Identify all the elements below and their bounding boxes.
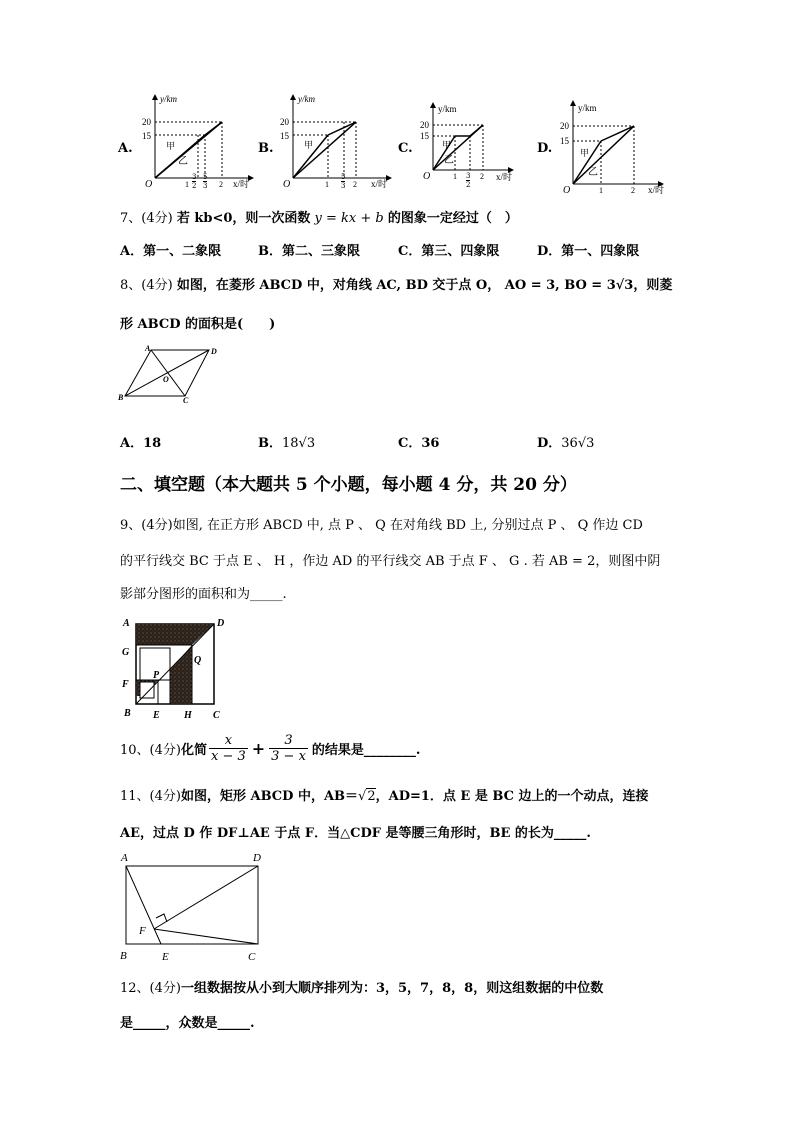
q6-graph-a bbox=[140, 92, 255, 192]
svg-text:F: F bbox=[122, 679, 129, 690]
svg-text:A: A bbox=[145, 344, 151, 353]
svg-text:B: B bbox=[120, 950, 127, 962]
q6a-tick-frac-3-2: 3 2 bbox=[192, 173, 197, 190]
svg-text:甲: 甲 bbox=[166, 141, 176, 151]
q11-stem-line2: AE，过点 D 作 DF⊥AE 于点 F．当△CDF 是等腰三角形时，BE 的长为_____. bbox=[120, 826, 591, 841]
q6c-tick-frac-3-2: 3 2 bbox=[466, 172, 471, 189]
q6a-ylabel: y/km bbox=[160, 94, 177, 104]
q10-fraction-1: $\frac{x}{x - 3}$ bbox=[210, 733, 246, 764]
q6b-tick-frac-5-3: 5 3 bbox=[341, 173, 346, 190]
q9-stem-line3: 影部分图形的面积和为_____. bbox=[120, 587, 287, 602]
svg-text:x/时: x/时 bbox=[371, 179, 388, 189]
svg-text:y/km: y/km bbox=[578, 103, 597, 113]
q8-option-d[interactable]: D．36√3 bbox=[537, 436, 595, 451]
q8-option-b[interactable]: B．18√3 bbox=[258, 436, 316, 451]
svg-text:C: C bbox=[183, 396, 189, 404]
q12-stem-line1: 12、(4分)一组数据按从小到大顺序排列为：3，5，7，8，8，则这组数据的中位数 bbox=[120, 981, 604, 996]
svg-text:甲: 甲 bbox=[304, 140, 314, 150]
svg-text:H: H bbox=[184, 710, 192, 721]
q9-stem-line1: 9、(4分)如图, 在正方形 ABCD 中, 点 P 、 Q 在对角线 BD 上, 分别过点 P 、 Q 作边 CD bbox=[120, 518, 643, 533]
svg-text:D: D bbox=[211, 347, 217, 356]
q11-number: 11、(4分) bbox=[120, 789, 181, 804]
q7-option-a[interactable]: A．第一、二象限 bbox=[120, 244, 222, 259]
svg-text:乙: 乙 bbox=[444, 155, 454, 166]
svg-text:P: P bbox=[153, 670, 160, 681]
svg-text:D: D bbox=[253, 852, 261, 864]
q6-graph-c bbox=[418, 100, 523, 190]
q12-number: 12、(4分) bbox=[120, 981, 181, 996]
svg-text:O: O bbox=[423, 171, 431, 182]
q7-stem: 7、(4分) 若 kb<0，则一次函数 y = kx + b 的图象一定经过（ ） bbox=[120, 211, 518, 226]
q9-stem-line2: 的平行线交 BC 于点 E 、 H ，作边 AD 的平行线交 AB 于点 F 、 G . 若 AB = 2，则图中阴 bbox=[120, 554, 661, 569]
q8-option-c[interactable]: C．36 bbox=[398, 436, 440, 451]
q7-option-d[interactable]: D．第一、四象限 bbox=[537, 244, 640, 259]
q11-stem-line1: 11、(4分)如图，矩形 ABCD 中，AB＝√2，AD=1．点 E 是 BC 边上的一个动点，连接 bbox=[120, 789, 649, 804]
svg-text:甲: 甲 bbox=[580, 148, 590, 158]
svg-text:20: 20 bbox=[280, 117, 289, 127]
q6-option-a-label[interactable]: A. bbox=[118, 141, 133, 156]
q10-fraction-2: $\frac{3}{3 - x}$ bbox=[271, 733, 306, 764]
q11-rectangle-figure bbox=[115, 848, 275, 966]
svg-text:15: 15 bbox=[560, 136, 569, 146]
q7-option-b[interactable]: B．第二、三象限 bbox=[258, 244, 361, 259]
q6-option-d-label[interactable]: D. bbox=[537, 141, 553, 156]
svg-text:F: F bbox=[139, 925, 146, 937]
q6-option-c-label[interactable]: C. bbox=[398, 141, 413, 156]
q6a-tick-frac-5-3: 5 3 bbox=[203, 173, 208, 190]
q10-stem: 10、(4分) 化简 $\frac{x}{x - 3}$ + $\frac{3}{3 - x}$ 的结果是________. bbox=[120, 733, 421, 764]
svg-text:1: 1 bbox=[185, 180, 189, 189]
svg-text:乙: 乙 bbox=[178, 156, 188, 167]
section2-title: 二、填空题（本大题共 5 个小题，每小题 4 分，共 20 分） bbox=[120, 475, 577, 495]
svg-text:1: 1 bbox=[325, 180, 329, 189]
q7-formula: y = kx + b bbox=[314, 211, 384, 226]
svg-text:20: 20 bbox=[142, 117, 151, 127]
q10-number: 10、(4分) bbox=[120, 743, 181, 758]
q8-stem-line2: 形 ABCD 的面积是( ) bbox=[120, 317, 276, 332]
svg-text:O: O bbox=[145, 179, 153, 190]
svg-text:15: 15 bbox=[420, 131, 429, 141]
svg-text:O: O bbox=[563, 185, 571, 196]
svg-text:x/时: x/时 bbox=[648, 185, 665, 195]
q8-number: 8、(4分) bbox=[120, 278, 173, 293]
svg-text:甲: 甲 bbox=[442, 140, 452, 150]
svg-text:2: 2 bbox=[219, 180, 223, 189]
svg-text:A: A bbox=[121, 852, 128, 864]
svg-text:2: 2 bbox=[480, 172, 484, 181]
q6a-xlabel: x/时 bbox=[233, 179, 250, 189]
svg-text:1: 1 bbox=[453, 172, 457, 181]
svg-text:2: 2 bbox=[631, 186, 635, 195]
svg-text:E: E bbox=[162, 951, 169, 963]
svg-text:B: B bbox=[118, 393, 124, 402]
q8-rhombus-figure bbox=[115, 342, 225, 404]
q7-option-c[interactable]: C．第三、四象限 bbox=[398, 244, 500, 259]
svg-text:2: 2 bbox=[353, 180, 357, 189]
svg-text:C: C bbox=[213, 710, 220, 721]
svg-text:O: O bbox=[283, 179, 291, 190]
q7-number: 7、(4分) bbox=[120, 211, 173, 226]
q6-graph-d bbox=[558, 98, 673, 196]
q9-square-figure bbox=[118, 612, 230, 722]
svg-text:20: 20 bbox=[420, 120, 429, 130]
svg-text:B: B bbox=[124, 708, 131, 719]
svg-text:y/km: y/km bbox=[298, 94, 315, 104]
svg-text:G: G bbox=[122, 647, 130, 658]
svg-text:y/km: y/km bbox=[438, 104, 457, 114]
svg-text:1: 1 bbox=[599, 186, 603, 195]
svg-text:C: C bbox=[248, 951, 256, 963]
svg-text:15: 15 bbox=[142, 131, 151, 141]
svg-text:乙: 乙 bbox=[588, 167, 598, 178]
svg-text:Q: Q bbox=[194, 655, 202, 666]
svg-text:15: 15 bbox=[280, 131, 289, 141]
svg-text:A: A bbox=[123, 618, 130, 629]
q9-number: 9、(4分) bbox=[120, 518, 173, 533]
q8-stem-line1: 8、(4分) 如图，在菱形 ABCD 中，对角线 AC, BD 交于点 O， AO = 3, BO = 3√3，则菱 bbox=[120, 278, 673, 293]
q12-stem-line2: 是_____，众数是_____. bbox=[120, 1016, 255, 1031]
svg-text:x/时: x/时 bbox=[496, 172, 513, 182]
svg-text:D: D bbox=[217, 618, 225, 629]
q8-option-a[interactable]: A．18 bbox=[120, 436, 162, 451]
svg-text:O: O bbox=[163, 375, 169, 384]
svg-text:20: 20 bbox=[560, 121, 569, 131]
q6-graph-b bbox=[278, 92, 393, 192]
svg-text:E: E bbox=[153, 710, 160, 721]
q6-option-b-label[interactable]: B. bbox=[258, 141, 274, 156]
